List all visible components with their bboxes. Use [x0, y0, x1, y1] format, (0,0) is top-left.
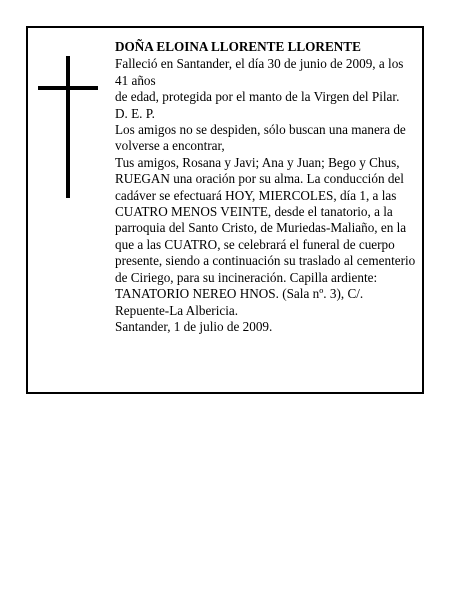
deceased-name: DOÑA ELOINA LLORENTE LLORENTE [115, 39, 361, 54]
farewell-phrase: Los amigos no se despiden, sólo buscan una manera de volverse a encontrar, [115, 122, 406, 154]
dep-line: D. E. P. [115, 105, 155, 121]
cross-vertical-bar [66, 56, 70, 198]
cross-icon [38, 56, 98, 198]
cross-horizontal-bar [38, 86, 98, 90]
funeral-details: Tus amigos, Rosana y Javi; Ana y Juan; Bego y Chus, RUEGAN una oración por su alma. La conducción del cadáver se efectuará HOY, MIERCOLES, día 1, a las CUATRO MENOS VEINTE, desde el tanatorio, a la parroquia del Santo Cristo, de Muriedas-Maliaño, en la que a las CUATRO, se celebrará el funeral de cuerpo presente, siendo a continuación su traslado al cementerio de Ciriego, para su incineración. Capilla ardiente: TANATORIO NEREO HNOS. (Sala nº. 3), C/. Repuente-La Albericia. [115, 154, 416, 318]
death-announcement-continued: de edad, protegida por el manto de la Virgen del Pilar. [115, 89, 400, 105]
obituary-notice [26, 26, 424, 394]
place-date: Santander, 1 de julio de 2009. [115, 318, 273, 334]
death-announcement: Falleció en Santander, el día 30 de junio de 2009, a los 41 años [115, 56, 404, 88]
obituary-text [115, 39, 419, 335]
